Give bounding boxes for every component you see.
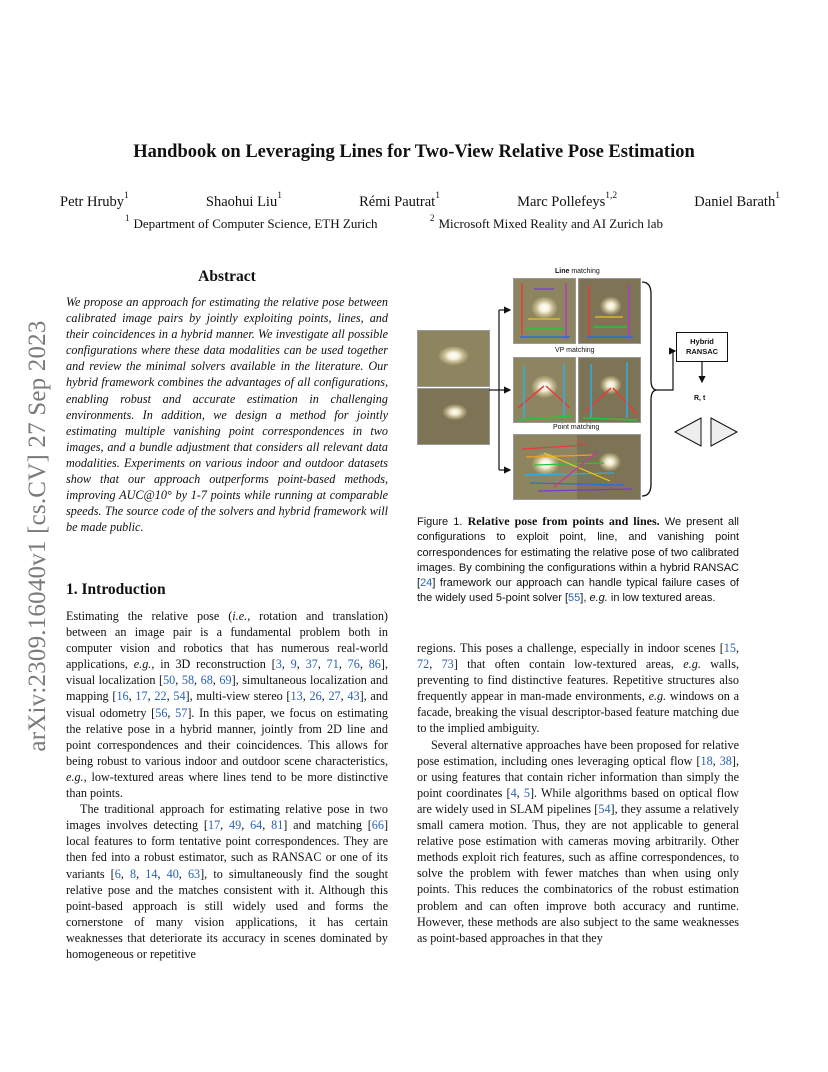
affiliation-2-sup: 2 [430, 213, 435, 223]
italic-term: e.g. [133, 657, 152, 672]
hybrid-label: Hybrid [690, 337, 714, 346]
citation-link[interactable]: 76 [347, 657, 360, 672]
italic-term: e.g. [66, 769, 84, 784]
author-affiliation-sup: 1 [124, 191, 129, 201]
citation-link[interactable]: 49 [229, 818, 242, 833]
citation-link[interactable]: 66 [371, 818, 384, 833]
author-name: Shaohui Liu$^1$ [205, 191, 282, 210]
citation-link[interactable]: 3 [275, 657, 282, 672]
rt-label: R, t [694, 395, 706, 402]
citation-link[interactable]: 40 [166, 866, 179, 881]
right-paragraph-1: regions. This poses a challenge, especially in indoor scenes [15, 72, 73] that often contain low-textured areas, e.g. walls, preventing to find distinctive features. Repetitive structures also frequently appear in man-made environments, e.g. windows on a facade, breaking the visual descriptor-based feature matching due to the implied ambiguity. [417, 641, 739, 736]
citation-link[interactable]: 64 [250, 818, 263, 833]
line-match-overlay-1 [514, 279, 575, 343]
affiliation-2-text: Microsoft Mixed Reality and AI Zurich lab [438, 216, 664, 231]
citation-link[interactable]: 17 [135, 689, 148, 704]
figure-1-caption-prefix: Figure 1. [417, 516, 468, 528]
citation-link[interactable]: 43 [347, 689, 360, 704]
right-paragraph-2: Several alternative approaches have been proposed for relative pose estimation, including ones leveraging optical flow [18, 38], or using features that contain richer information than simply the point coordinates [4, 5]. While algorithms based on optical flow are widely used in SLAM pipelines [54], they assume a relatively small camera motion. Thus, they are not applicable to general relative pose estimation with cameras moving arbitrarily. Other methods exploit rich features, such as affine correspondences, to solve the problem with fewer matches than when using only points. This reduces the combinatorics of the robust estimation problem and can often improve both accuracy and runtime. However, these methods are also subject to the same weaknesses as point-based approaches in that they [417, 737, 739, 945]
section-heading-introduction: 1. Introduction [66, 581, 166, 598]
citation-link[interactable]: 68 [200, 673, 213, 688]
line-match-overlay-2 [579, 279, 640, 343]
author-affiliation-sup: 1 [775, 191, 780, 201]
citation-link[interactable]: 72 [417, 657, 430, 672]
author-name: Petr Hruby$^1$ [60, 191, 129, 210]
citation-link[interactable]: 73 [441, 657, 454, 672]
italic-term: e.g. [648, 689, 667, 704]
citation-link[interactable]: 56 [155, 705, 168, 720]
point-match-image-pair [513, 434, 641, 500]
citation-link[interactable]: 55 [568, 592, 581, 605]
author-name: Marc Pollefeys$^{1,2}$ [517, 191, 618, 210]
author-list [60, 191, 780, 211]
citation-link[interactable]: 24 [420, 577, 433, 590]
citation-link[interactable]: 27 [328, 689, 341, 704]
affiliation-1 [125, 213, 378, 232]
author-name: Rémi Pautrat$^1$ [359, 191, 440, 210]
vp-match-image-1 [513, 357, 576, 423]
italic-term: i.e. [232, 609, 248, 623]
vp-match-image-2 [578, 357, 641, 423]
citation-link[interactable]: 17 [207, 818, 221, 833]
citation-link[interactable]: 16 [116, 689, 129, 704]
figure-1-caption-title: Relative pose from points and lines. [467, 514, 660, 528]
citation-link[interactable]: 50 [163, 673, 176, 688]
citation-link[interactable]: 13 [290, 689, 303, 704]
citation-link[interactable]: 86 [368, 657, 381, 672]
abstract-heading: Abstract [198, 268, 256, 285]
vp-matching-label: VP matching [555, 347, 595, 354]
citation-link[interactable]: 69 [219, 673, 232, 688]
citation-link[interactable]: 38 [719, 753, 732, 768]
intro-paragraph-2: The traditional approach for estimating relative pose in two images involves detecting [17, 49, 64, 81] and matching [66] local features to form tentative point correspondences. They are then fed into a robust estimator, such as RANSAC or one of its variants [6, 8, 14, 40, 63], to simultaneously find the sought relative pose and the matches consistent with it. Although this point-based approach is still widely used and forms the cornerstone of many vision applications, it has certain weaknesses that deteriorate its accuracy in scenes dominated by homogeneous or repetitive [66, 802, 389, 961]
citation-link[interactable]: 57 [175, 705, 188, 720]
line-match-image-2 [578, 278, 641, 344]
citation-link[interactable]: 22 [154, 689, 167, 704]
citation-link[interactable]: 5 [523, 785, 530, 800]
line-matching-label: Line matching [555, 268, 600, 275]
figure-1-caption [417, 514, 739, 607]
author-affiliation-sup: 1 [435, 191, 440, 201]
citation-link[interactable]: 6 [114, 866, 121, 881]
abstract-text: We propose an approach for estimating the relative pose between calibrated image pairs by jointly exploiting points, lines, and their coincidences in a hybrid manner. We investigate all possible configurations where these data modalities can be used together and review the minimal solvers available in the literature. Our hybrid framework combines the advantages of all configurations, enabling robust and accurate estimation in challenging environments. In addition, we design a method for jointly estimating multiple vanishing point correspondences in two images, and a bundle adjustment that considers all relevant data modalities. Experiments on various indoor and outdoor datasets show that our approach outperforms point-based methods, improving AUC@10° by 1-7 points while running at comparable speeds. The source code of the solvers and hybrid framework will be made public. [66, 295, 388, 535]
point-match-overlay [514, 435, 640, 499]
intro-paragraph-1: Estimating the relative pose (i.e., rotation and translation) between an image pair is a fundamental problem both in computer vision and robotics that has numerous real-world applications, e.g., in 3D reconstruction [3, 9, 37, 71, 76, 86], visual localization [50, 58, 68, 69], simultaneous localization and mapping [16, 17, 22, 54], multi-view stereo [13, 26, 27, 43], and visual odometry [56, 57]. In this paper, we focus on estimating the relative pose in a hybrid manner, jointly from 2D line and point correspondences and their coincidences. This allows for being robust to various indoor and outdoor scene characteristics, e.g., low-textured areas where lines tend to be more distinctive than points. [66, 609, 389, 801]
point-matching-label: Point matching [553, 424, 600, 431]
arxiv-sidebar-id: arXiv:2309.16040v1 [cs.CV] 27 Sep 2023 [24, 320, 51, 752]
citation-link[interactable]: 18 [700, 753, 713, 768]
citation-link[interactable]: 81 [271, 818, 284, 833]
figure-1 [417, 262, 747, 502]
citation-link[interactable]: 63 [187, 866, 201, 881]
citation-link[interactable]: 26 [309, 689, 322, 704]
citation-link[interactable]: 71 [326, 657, 339, 672]
affiliation-1-text: Department of Computer Science, ETH Zurich [133, 216, 378, 231]
citation-link[interactable]: 37 [305, 657, 318, 672]
ransac-label: RANSAC [685, 347, 719, 356]
citation-link[interactable]: 8 [130, 866, 137, 881]
author-affiliation-sup: 1 [277, 191, 282, 201]
author-name: Daniel Barath$^1$ [694, 191, 780, 210]
vp-match-overlay-1 [514, 358, 575, 422]
author-affiliation-sup: 1,2 [605, 191, 618, 201]
hybrid-ransac-box [676, 332, 728, 362]
citation-link[interactable]: 14 [145, 866, 158, 881]
figure-1-caption-body: We present all configurations to exploit point, line, and vanishing point correspondences for estimating the relative pose of two calibrated images. By combining the configurations within a hybrid RANSAC [24] framework our approach can handle typical failure cases of the widely used 5-point solver [55], e.g. in low textured areas. [417, 516, 739, 605]
italic-term: e.g. [683, 657, 701, 672]
right-column-body [417, 640, 739, 946]
citation-link[interactable]: 4 [510, 785, 517, 800]
citation-link[interactable]: 54 [173, 689, 186, 704]
affiliation-2 [430, 213, 664, 232]
line-match-image-1 [513, 278, 576, 344]
affiliation-1-sup: 1 [125, 213, 130, 223]
paper-title: Handbook on Leveraging Lines for Two-View Relative Pose Estimation [133, 142, 695, 162]
citation-link[interactable]: 54 [598, 801, 611, 816]
citation-link[interactable]: 58 [181, 673, 195, 688]
citation-link[interactable]: 15 [723, 641, 736, 655]
vp-match-overlay-2 [579, 358, 640, 422]
italic-term: e.g. [589, 592, 608, 605]
citation-link[interactable]: 9 [290, 657, 297, 672]
intro-body [66, 608, 388, 962]
